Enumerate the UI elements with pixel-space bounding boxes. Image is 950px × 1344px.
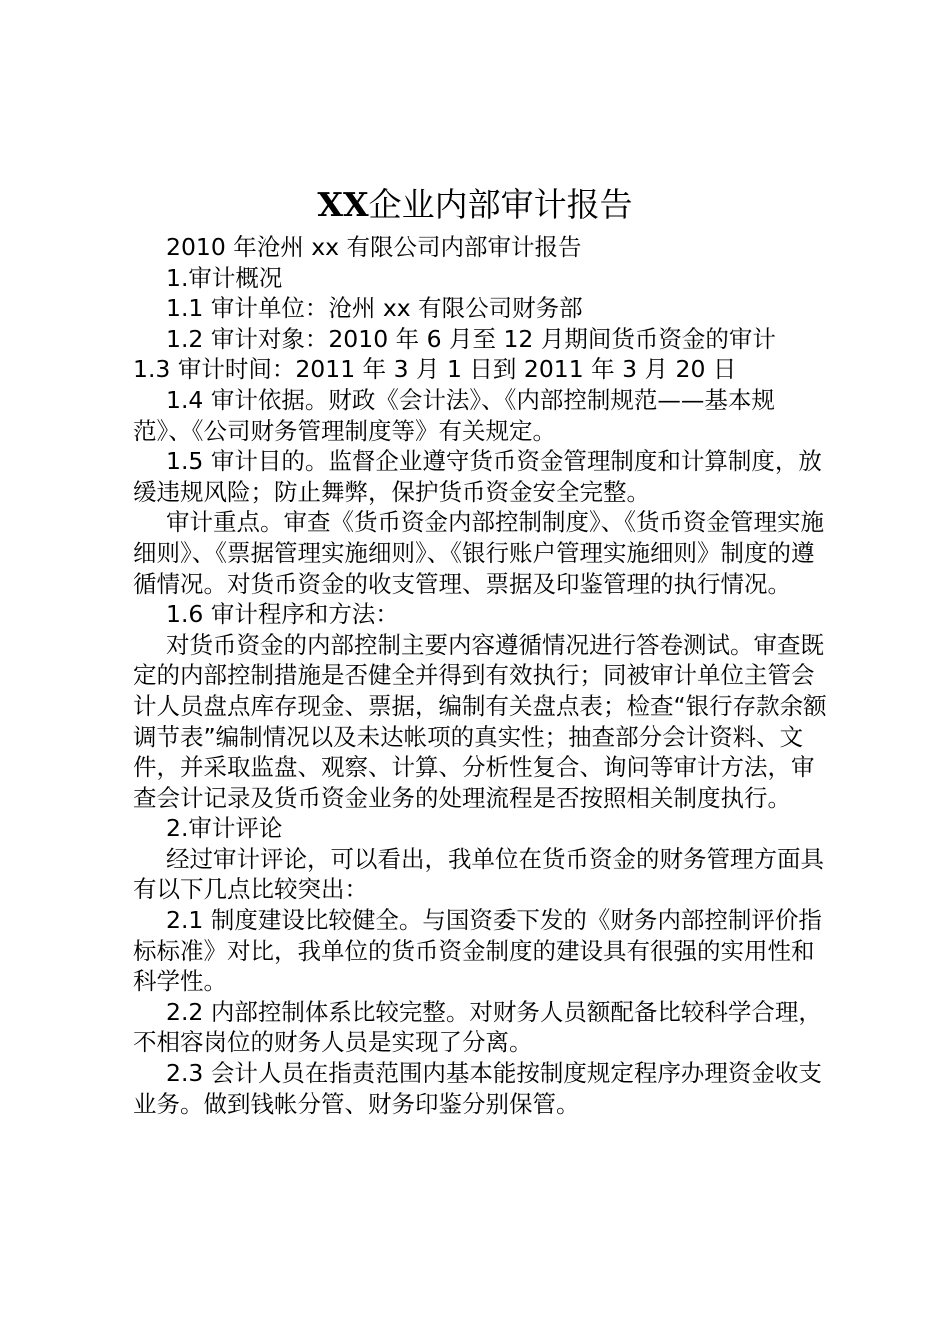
document-title-latin: XX <box>317 185 369 224</box>
paragraph-audit-focus: 审计重点。审查《货币资金内部控制制度》、《货币资金管理实施细则》、《票据管理实施细则》、《银行账户管理实施细则》制度的遵循情况。对货币资金的收支管理、票据及印鉴管理的执行情况。 <box>133 508 824 598</box>
paragraph-procedures: 对货币资金的内部控制主要内容遵循情况进行答卷测试。审查既定的内部控制措施是否健全并得到有效执行；同被审计单位主管会计人员盘点库存现金、票据，编制有关盘点表；检查“银行存款余额调节表”编制情况以及未达帐项的真实性；抽查部分会计资料、文件，并采取监盘、观察、计算、分析性复合、询问等审计方法，审查会计记录及货币资金业务的处理流程是否按照相关制度执行。 <box>133 630 827 812</box>
paragraph-section-2-heading: 2.审计评论 <box>166 814 283 843</box>
paragraph-report-heading: 2010 年沧州 xx 有限公司内部审计报告 <box>166 233 582 261</box>
paragraph-2-2: 2.2 内部控制体系比较完整。对财务人员额配备比较科学合理，不相容岗位的财务人员是实现了分离。 <box>133 997 822 1057</box>
paragraph-2-3: 2.3 会计人员在指责范围内基本能按制度规定程序办理资金收支业务。做到钱帐分管、财务印鉴分别保管。 <box>133 1059 822 1118</box>
paragraph-evaluation-intro: 经过审计评论，可以看出，我单位在货币资金的财务管理方面具有以下几点比较突出： <box>133 844 824 904</box>
paragraph-1-6: 1.6 审计程序和方法： <box>166 600 399 629</box>
document-title <box>0 183 950 227</box>
paragraph-1-2: 1.2 审计对象：2010 年 6 月至 12 月期间货币资金的审计 <box>166 324 776 353</box>
paragraph-2-1: 2.1 制度建设比较健全。与国资委下发的《财务内部控制评价指标标准》对比，我单位的货币资金制度的建设具有很强的实用性和科学性。 <box>133 906 822 996</box>
document-body <box>133 232 833 1119</box>
paragraph-1-3: 1.3 审计时间：2011 年 3 月 1 日到 2011 年 3 月 20 日 <box>133 355 737 384</box>
paragraph-1-4: 1.4 审计依据。财政《会计法》、《内部控制规范——基本规范》、《公司财务管理制度等》有关规定。 <box>133 385 775 445</box>
paragraph-section-1-heading: 1.审计概况 <box>166 263 283 292</box>
paragraph-1-1: 1.1 审计单位：沧州 xx 有限公司财务部 <box>166 294 583 323</box>
paragraph-1-5: 1.5 审计目的。监督企业遵守货币资金管理制度和计算制度，放缓违规风险；防止舞弊，保护货币资金安全完整。 <box>133 447 822 506</box>
document-title-text: 企业内部审计报告 <box>368 185 633 224</box>
